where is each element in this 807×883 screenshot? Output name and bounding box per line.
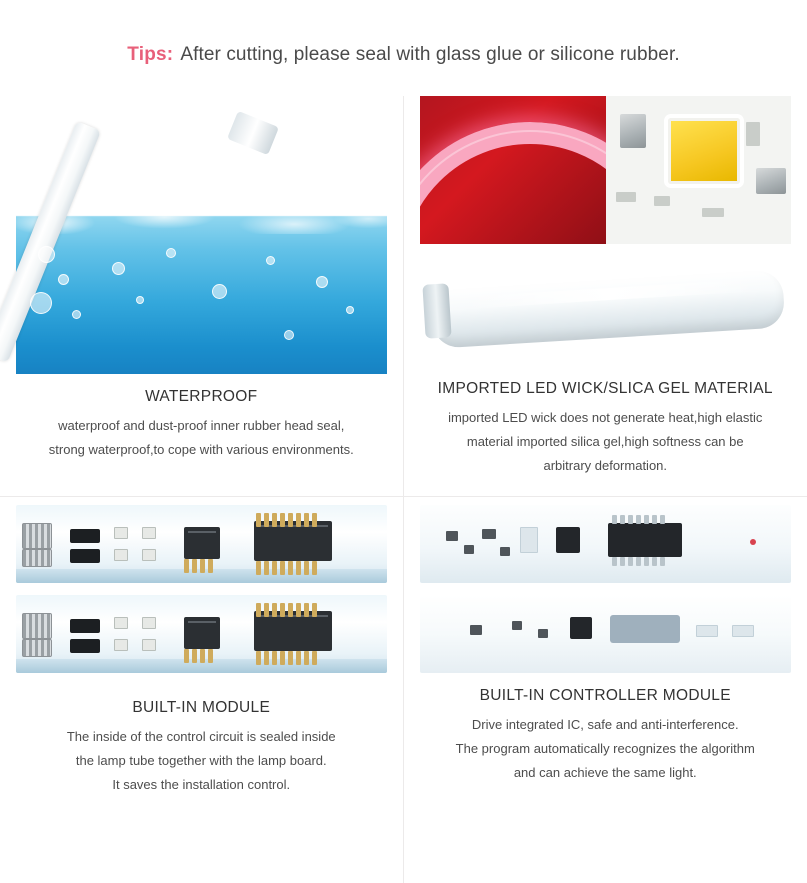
ic-main	[254, 521, 332, 561]
ic-pin	[192, 649, 197, 663]
feature-description-line: It saves the installation control.	[14, 773, 389, 797]
solder-pad	[520, 527, 538, 553]
ic-pin	[312, 513, 317, 527]
led-metal-pad	[620, 114, 646, 148]
ic-pin-row	[256, 513, 317, 527]
ic-pin	[272, 651, 277, 665]
ic-pin	[184, 649, 189, 663]
feature-description-line: material imported silica gel,high softness can be	[418, 430, 794, 454]
ic-pin	[612, 515, 617, 524]
inductor-coil	[22, 613, 52, 639]
water-surface	[16, 206, 387, 234]
resistor	[114, 617, 128, 629]
ic-pin	[288, 561, 293, 575]
transistor	[570, 617, 592, 639]
glowing-strip	[420, 122, 606, 244]
ic-pin	[200, 559, 205, 573]
bubble	[266, 256, 275, 265]
ic-pin	[304, 513, 309, 527]
ic-pin	[652, 515, 657, 524]
ic-pin	[288, 651, 293, 665]
feature-description-line: strong waterproof,to cope with various environments.	[14, 438, 389, 462]
ic-pin	[612, 557, 617, 566]
feature-card-built-in-module	[0, 497, 404, 883]
resistor	[142, 639, 156, 651]
ic-pin	[184, 559, 189, 573]
capacitor	[70, 549, 100, 563]
ic-pin	[280, 561, 285, 575]
inductor-coil	[22, 549, 52, 567]
led-metal-pad	[756, 168, 786, 194]
waterproof-image	[0, 96, 403, 374]
bubble	[136, 296, 144, 304]
solder-pad	[746, 122, 760, 146]
ic-pin	[264, 513, 269, 527]
tips-text: After cutting, please seal with glass glue or silicone rubber.	[180, 44, 679, 66]
led-tube	[0, 121, 101, 363]
feature-description	[404, 713, 807, 785]
ic-pin	[264, 651, 269, 665]
ic-pin	[280, 603, 285, 617]
ic-pin	[192, 559, 197, 573]
ic-pin	[644, 557, 649, 566]
resistor	[142, 549, 156, 561]
ic-pin	[636, 557, 641, 566]
built-in-module-image	[16, 505, 387, 685]
feature-description-line: and can achieve the same light.	[418, 761, 794, 785]
feature-description-line: The inside of the control circuit is sealed inside	[14, 725, 389, 749]
ic-pin	[312, 603, 317, 617]
feature-grid	[0, 96, 807, 883]
led-wick-image	[404, 96, 807, 366]
ic-pin	[296, 513, 301, 527]
inductor-coil	[22, 639, 52, 657]
bubble	[212, 284, 227, 299]
capacitor	[70, 619, 100, 633]
ic-small	[184, 617, 220, 649]
feature-card-built-in-controller-module	[404, 497, 807, 883]
pcb-photo-bottom	[16, 595, 387, 673]
resistor	[114, 639, 128, 651]
feature-description	[0, 725, 403, 797]
feature-description-line: Drive integrated IC, safe and anti-interference.	[418, 713, 794, 737]
ic-pin-row	[184, 649, 213, 663]
red-indicator	[750, 539, 756, 545]
bubble	[72, 310, 81, 319]
inductor-coil	[22, 523, 52, 549]
smd-component	[512, 621, 522, 630]
feature-description-line: waterproof and dust-proof inner rubber head seal,	[14, 414, 389, 438]
smd-led-closeup-photo	[606, 96, 791, 244]
ic-pin	[304, 561, 309, 575]
controller-ic	[610, 615, 680, 643]
led-phosphor-chip	[668, 118, 740, 184]
feature-card-waterproof	[0, 96, 404, 496]
ic-pin	[200, 649, 205, 663]
ic-pin	[660, 557, 665, 566]
ic-pin-row	[256, 561, 317, 575]
capacitor	[70, 639, 100, 653]
ic-pin	[256, 561, 261, 575]
resistor	[114, 549, 128, 561]
ic-pin	[636, 515, 641, 524]
solder-pad	[696, 625, 718, 637]
ic-pin	[208, 559, 213, 573]
controller-module-image	[404, 497, 807, 673]
resistor	[142, 527, 156, 539]
ic-pin-row	[256, 603, 317, 617]
ic-pin	[312, 651, 317, 665]
ic-pin	[272, 603, 277, 617]
transistor	[556, 527, 580, 553]
ic-pin	[280, 651, 285, 665]
feature-description-line: the lamp tube together with the lamp board.	[14, 749, 389, 773]
ic-pin	[304, 651, 309, 665]
pcb-photo-top	[16, 505, 387, 583]
smd-component	[446, 531, 458, 541]
ic-pin	[296, 603, 301, 617]
resistor	[114, 527, 128, 539]
solder-pad	[702, 208, 724, 217]
ic-pin	[264, 561, 269, 575]
feature-title: IMPORTED LED WICK/SLICA GEL MATERIAL	[404, 380, 807, 398]
smd-component	[470, 625, 482, 635]
bubble	[112, 262, 125, 275]
ic-pin-row	[184, 559, 213, 573]
solder-pad	[732, 625, 754, 637]
ic-pin	[288, 513, 293, 527]
ic-pin	[272, 513, 277, 527]
feature-description	[404, 406, 807, 478]
capacitor	[70, 529, 100, 543]
ic-pin	[256, 603, 261, 617]
ic-pin	[312, 561, 317, 575]
bubble	[284, 330, 294, 340]
ic-pin-row	[612, 515, 665, 524]
bubble	[316, 276, 328, 288]
ic-pin	[628, 515, 633, 524]
ic-pin	[620, 515, 625, 524]
ic-pin	[304, 603, 309, 617]
ic-pin-row	[612, 557, 665, 566]
smd-component	[482, 529, 496, 539]
ic-main	[254, 611, 332, 651]
bubble	[58, 274, 69, 285]
ic-pin	[288, 603, 293, 617]
solder-pad	[616, 192, 636, 202]
controller-ic	[608, 523, 682, 557]
solder-pad	[654, 196, 670, 206]
smd-component	[464, 545, 474, 554]
controller-photo-top	[420, 505, 791, 583]
ic-pin	[272, 561, 277, 575]
bubble	[346, 306, 354, 314]
ic-pin	[644, 515, 649, 524]
pink-led-strip-photo	[420, 96, 606, 244]
ic-pin	[652, 557, 657, 566]
feature-description-line: The program automatically recognizes the algorithm	[418, 737, 794, 761]
feature-title: BUILT-IN CONTROLLER MODULE	[404, 687, 807, 705]
feature-title: WATERPROOF	[0, 388, 403, 406]
ic-pin	[256, 513, 261, 527]
smd-component	[538, 629, 548, 638]
smd-component	[500, 547, 510, 556]
resistor	[142, 617, 156, 629]
ic-pin	[256, 651, 261, 665]
ic-pin	[280, 513, 285, 527]
ic-pin	[296, 651, 301, 665]
ic-pin	[264, 603, 269, 617]
feature-card-imported-led-wick	[404, 96, 807, 496]
feature-description	[0, 414, 403, 462]
bubble	[166, 248, 176, 258]
bubble	[38, 246, 55, 263]
ic-small	[184, 527, 220, 559]
ic-pin	[628, 557, 633, 566]
ic-pin	[620, 557, 625, 566]
led-tube-cap	[227, 111, 279, 155]
ic-pin	[296, 561, 301, 575]
feature-description-line: arbitrary deformation.	[418, 454, 794, 478]
silicone-tube-photo	[420, 254, 791, 366]
ic-pin	[660, 515, 665, 524]
feature-description-line: imported LED wick does not generate heat,high elastic	[418, 406, 794, 430]
feature-title: BUILT-IN MODULE	[0, 699, 403, 717]
tips-label: Tips:	[127, 44, 173, 66]
controller-photo-bottom	[420, 595, 791, 673]
ic-pin	[208, 649, 213, 663]
silicone-tube-end-cap	[422, 283, 451, 338]
ic-pin-row	[256, 651, 317, 665]
tips-banner	[0, 0, 807, 96]
bubble	[30, 292, 52, 314]
